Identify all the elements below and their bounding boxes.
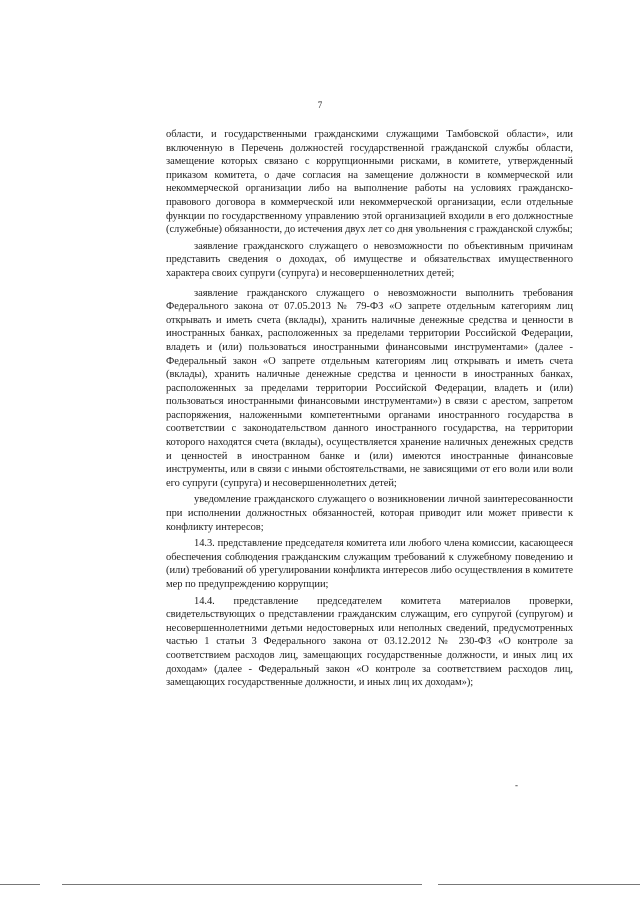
- paragraph-statement-income: заявление гражданского служащего о невозможности по объективным причинам представить сведения о доходах, об имуществе и обязательствах имущественного характера своих супруги (супруга) и несовершеннолетних детей;: [166, 240, 573, 279]
- scan-edge-line-mid: [62, 884, 422, 885]
- page-number: 7: [317, 100, 323, 110]
- paragraph-continuation: области, и государственными гражданскими служащими Тамбовской области», или включенную в Перечень должностей государственной гражданской службы области, замещение которых связано с коррупционными рисками, в комитете, утвержденный приказом комитета, о даче согласия на замещение должности в коммерческой или некоммерческой организации либо на выполнение работы на условиях гражданско-правового договора в коммерческой или некоммерческой организации, если отдельные функции по государственному управлению этой организацией входили в его должностные (служебные) обязанности, до истечения двух лет со дня увольнения с гражданской службы;: [166, 129, 573, 236]
- document-body: [166, 128, 573, 690]
- paragraph-statement-foreign-accounts: заявление гражданского служащего о невозможности выполнить требования Федерального закона от 07.05.2013 № 79-ФЗ «О запрете отдельным категориям лиц открывать и иметь счета (вклады), хранить наличные денежные средства и ценности в иностранных банках, расположенных за пределами территории Российской Федерации, владеть и (или) пользоваться иностранными финансовыми инструментами» (далее - Федеральный закон «О запрете отдельным категориям лиц открывать и иметь счета (вклады), хранить наличные денежные средства и ценности в иностранных банках, расположенных за пределами территории Российской Федерации, владеть и (или) пользоваться иностранными финансовыми инструментами») в связи с арестом, запретом распоряжения, наложенными компетентными органами иностранного государства в соответствии с законодательством данного иностранного государства, на территории которого находятся счета (вклады), осуществляется хранение наличных денежных средств и ценностей в иностранном банке и (или) имеются иностранные финансовые инструменты, или в связи с иными обстоятельствами, не зависящими от его воли или воли его супруги (супруга) и несовершеннолетних детей;: [166, 287, 573, 489]
- paragraph-notice-conflict: уведомление гражданского служащего о возникновении личной заинтересованности при исполнении должностных обязанностей, которая приводит или может привести к конфликту интересов;: [166, 494, 573, 533]
- trailing-mark: -: [515, 780, 518, 790]
- paragraph-14-4: 14.4. представление председателем комитета материалов проверки, свидетельствующих о представлении гражданским служащим, его супругой (супругом) и несовершеннолетними детьми недостоверных или неполных сведений, предусмотренных частью 1 статьи 3 Федерального закона от 03.12.2012 № 230-ФЗ «О контроле за соответствием расходов лиц, замещающих государственные должности, и иных лиц их доходам» (далее - Федеральный закон «О контроле за соответствием расходов лиц, замещающих государственные должности, и иных лиц их доходам»);: [166, 595, 573, 689]
- scan-edge-line-right: [438, 884, 640, 885]
- paragraph-14-3: 14.3. представление председателя комитета или любого члена комиссии, касающееся обеспечения соблюдения гражданским служащим требований к служебному поведению и (или) требований об урегулировании конфликта интересов либо осуществления в комитете мер по предупреждению коррупции;: [166, 538, 573, 590]
- scan-edge-line-left: [0, 884, 40, 885]
